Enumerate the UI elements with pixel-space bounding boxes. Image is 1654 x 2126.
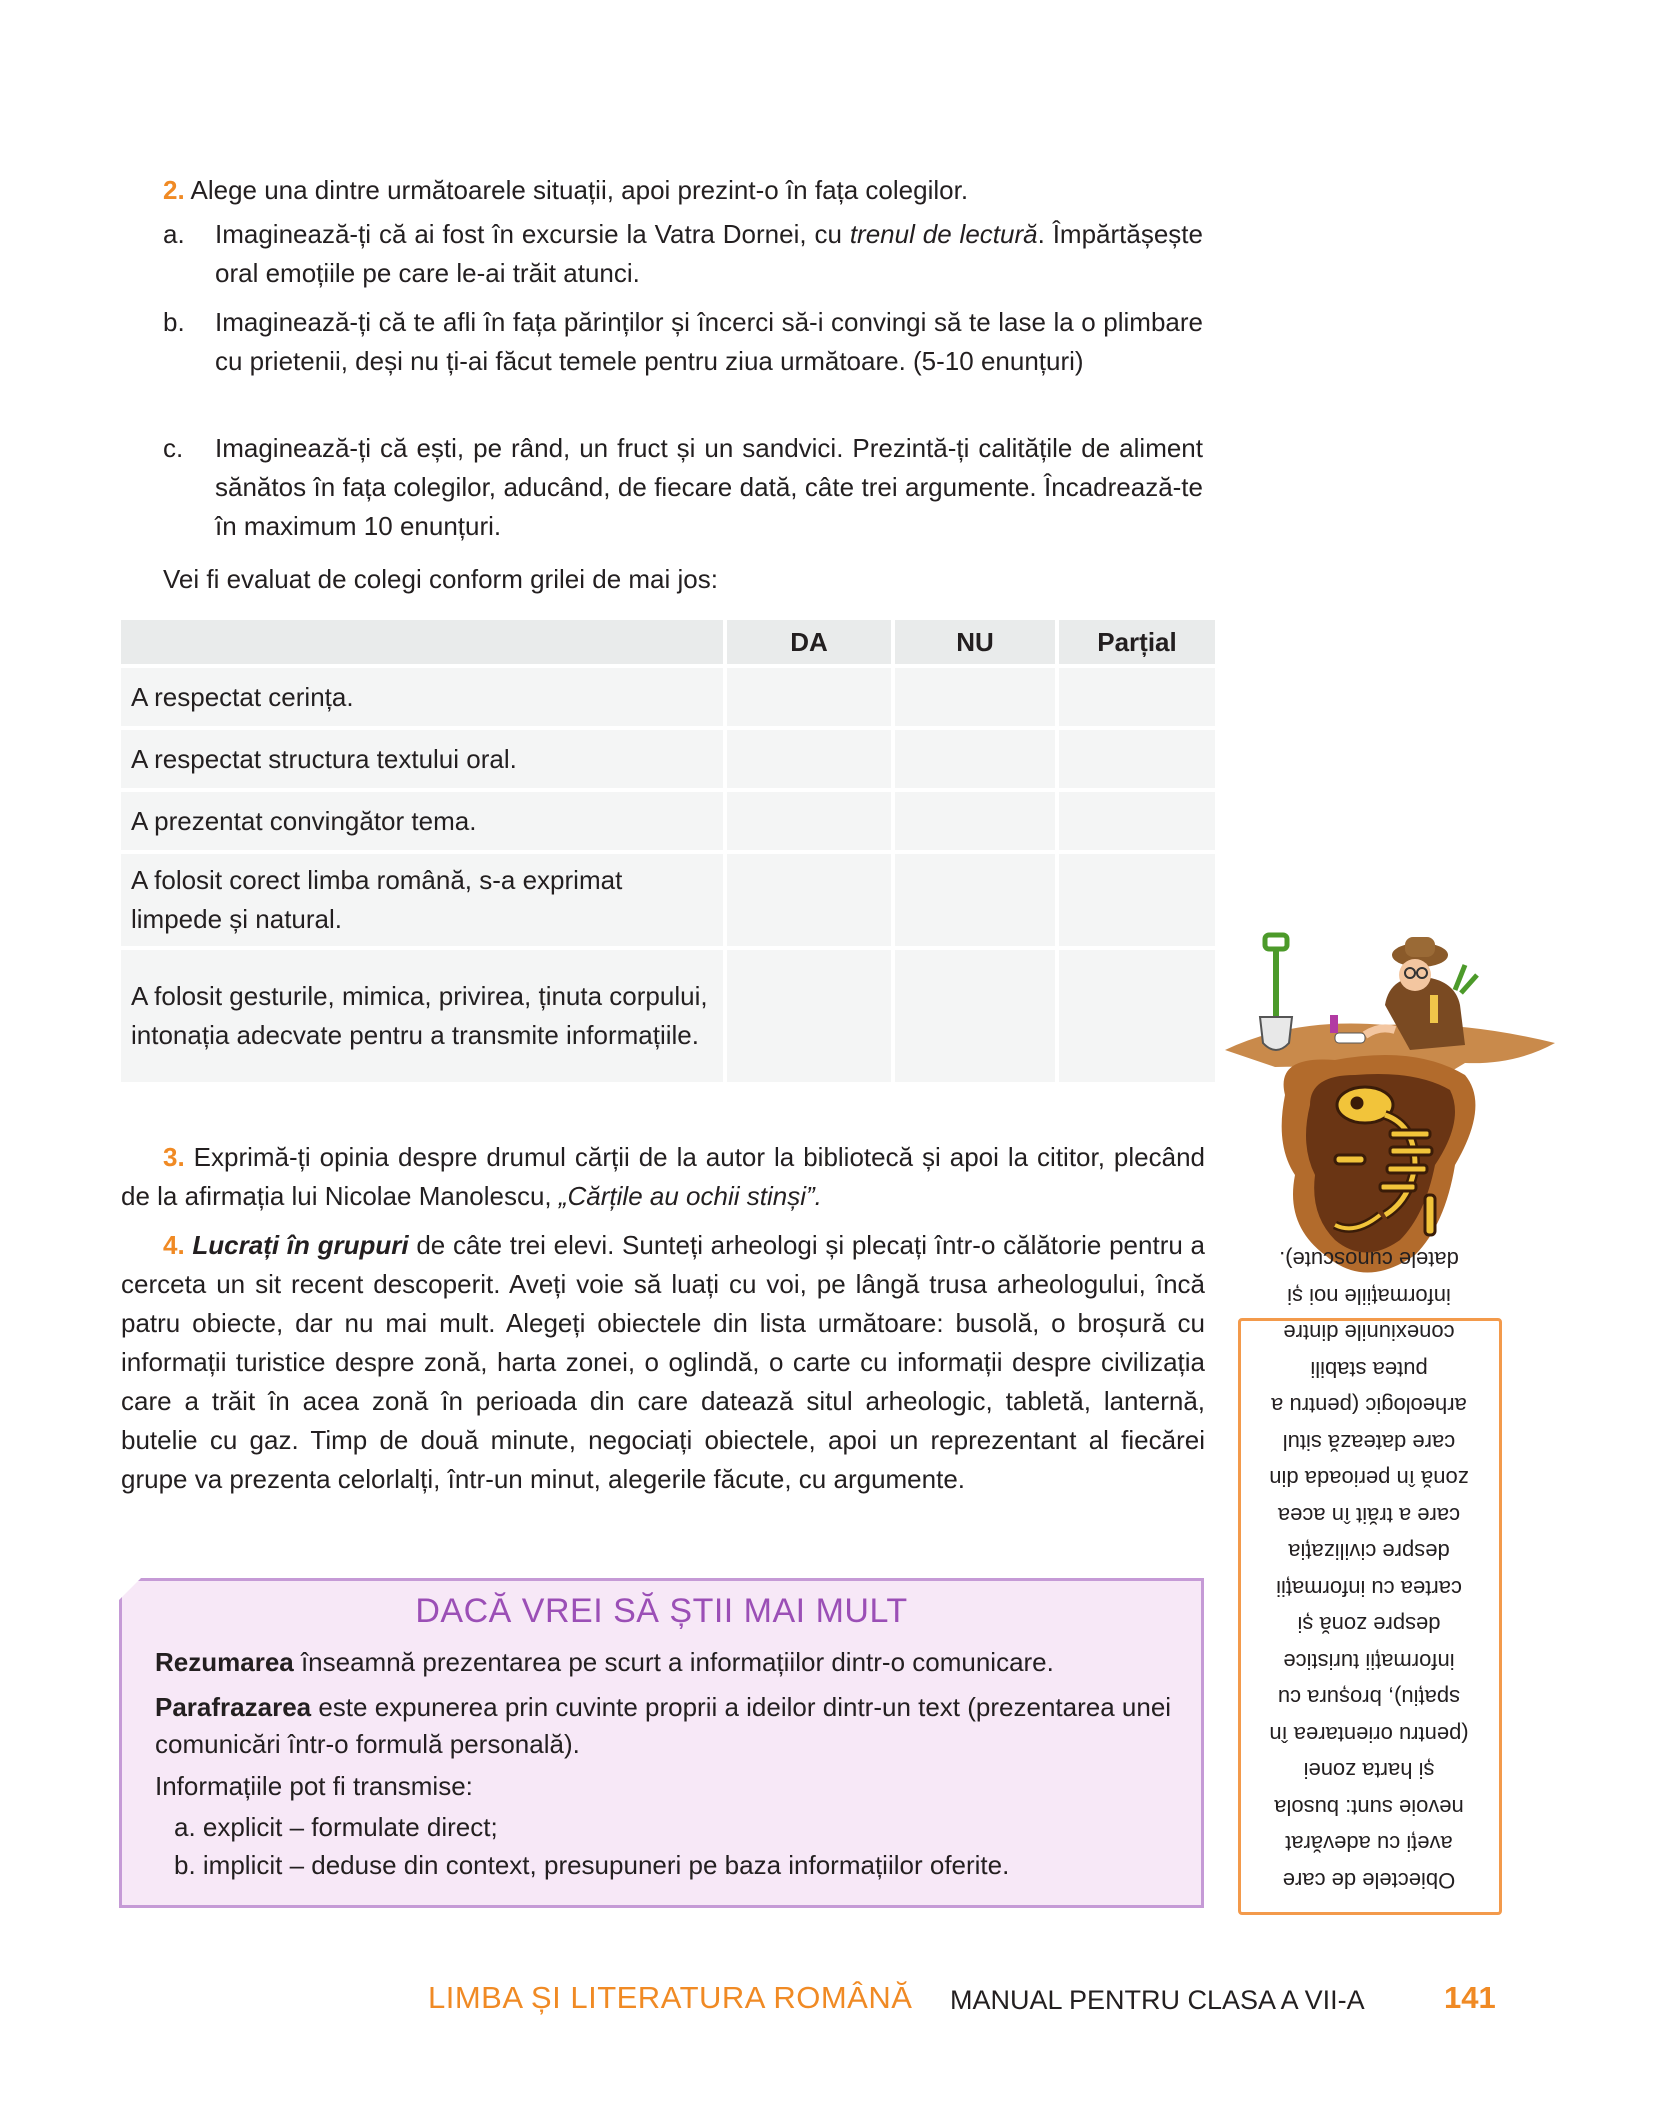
info-implicit: b. implicit – deduse din context, presupuneri pe baza informațiilor oferite. — [174, 1850, 1010, 1880]
partial-cell[interactable] — [1059, 950, 1219, 1086]
exercise-4-text: de câte trei elevi. Sunteți arheologi și plecați într-o călătorie pentru a cerceta un sit recent descoperit. Aveți voie să luați cu voi, pe lângă trusa arheologului, încă patru obiecte, dar nu mai mult. Alegeți obiectele din lista următoare: busolă, o broșură cu informații turistice despre zonă, harta zonei, o oglindă, o carte cu informații despre civilizația care a trăit în acea zonă în perioada din care datează situl arheologic, tabletă, lanternă, butelie cu gaz. Timp de două minute, negociați obiectele, apoi un reprezentant al fiecărei grupe va prezenta celorlalți, într-un minut, alegerile făcute, cu argumente. — [121, 1230, 1205, 1494]
option-b — [163, 303, 1203, 381]
option-b-text: Imaginează-ți că te afli în fața părinților și încerci să-i convingi să te lase la o plimbare cu prietenii, deși nu ți-ai făcut temele pentru ziua următoare. (5-10 enunțuri) — [215, 307, 1203, 376]
info-rezumarea: Rezumarea înseamnă prezentarea pe scurt a informațiilor dintr-o comunicare. — [155, 1647, 1054, 1677]
nu-cell[interactable] — [895, 792, 1059, 854]
table-row — [121, 854, 1219, 950]
grid-intro: Vei fi evaluat de colegi conform grilei de mai jos: — [163, 564, 718, 594]
table-row — [121, 730, 1219, 792]
info-box-title: DACĂ VREI SĂ ȘTII MAI MULT — [415, 1592, 908, 1630]
answer-note — [1238, 1247, 1502, 1915]
nu-cell[interactable] — [895, 730, 1059, 792]
footer-subject: LIMBA ȘI LITERATURA ROMÂNĂ — [428, 1980, 913, 2015]
page-footer — [428, 1978, 1528, 2022]
option-c — [163, 429, 1203, 546]
exercise-4-emphasis: Lucrați în grupuri — [192, 1230, 409, 1260]
da-cell[interactable] — [727, 730, 895, 792]
info-explicit: a. explicit – formulate direct; — [174, 1812, 498, 1842]
table-header-nu: NU — [895, 620, 1059, 668]
table-header-partial: Parțial — [1059, 620, 1219, 668]
page-number: 141 — [1444, 1980, 1496, 2015]
archaeologist-illustration — [1215, 925, 1565, 1295]
option-a-letter: a. — [163, 219, 185, 249]
criterion-cell: A folosit corect limba română, s-a exprimat limpede și natural. — [121, 854, 727, 950]
exercise-3-number: 3. — [163, 1142, 185, 1172]
nu-cell[interactable] — [895, 950, 1059, 1086]
exercise-2-heading — [163, 171, 1203, 210]
criterion-cell: A respectat cerința. — [121, 668, 727, 730]
info-parafrazarea: Parafrazarea este expunerea prin cuvinte proprii a ideilor dintr-un text (prezentarea unei comunicări într-o formulă personală). — [155, 1692, 1172, 1759]
partial-cell[interactable] — [1059, 854, 1219, 950]
option-a — [163, 215, 1203, 293]
criterion-cell: A respectat structura textului oral. — [121, 730, 727, 792]
criterion-cell: A folosit gesturile, mimica, privirea, ținuta corpului, intonația adecvate pentru a transmite informațiile. — [121, 950, 727, 1086]
table-row — [121, 792, 1219, 854]
exercise-2-text: Alege una dintre următoarele situații, apoi prezint-o în fața colegilor. — [190, 175, 969, 205]
evaluation-grid — [121, 620, 1219, 1086]
partial-cell[interactable] — [1059, 730, 1219, 792]
partial-cell[interactable] — [1059, 792, 1219, 854]
exercise-4-number: 4. — [163, 1230, 185, 1260]
footer-manual-title: MANUAL PENTRU CLASA A VII-A — [950, 1985, 1365, 2015]
table-row — [121, 668, 1219, 730]
table-header-criteria — [121, 620, 727, 668]
answer-note-text: Obiectele de care aveți cu adevărat nevoie sunt: busola și harta zonei (pentru orientarea în spațiu), broșura cu informații turistice despre zonă și cartea cu informații despre civilizația care a trăit în acea zonă în perioada din care datează situl arheologic (pentru a putea stabili conexiunile dintre informațiile noi și datele cunoscute). — [1269, 1247, 1469, 1893]
table-row — [121, 950, 1219, 1086]
da-cell[interactable] — [727, 792, 895, 854]
option-a-emphasis: trenul de lectură — [849, 219, 1038, 249]
table-header-row — [121, 620, 1219, 668]
info-box — [119, 1578, 1204, 1908]
option-b-letter: b. — [163, 307, 185, 337]
archaeologist-figure — [1330, 937, 1477, 1050]
option-c-letter: c. — [163, 433, 184, 463]
shovel-icon — [1260, 935, 1292, 1050]
partial-cell[interactable] — [1059, 668, 1219, 730]
da-cell[interactable] — [727, 854, 895, 950]
da-cell[interactable] — [727, 668, 895, 730]
table-header-da: DA — [727, 620, 895, 668]
exercise-3-text: Exprimă-ți opinia despre drumul cărții de la autor la bibliotecă și apoi la cititor, plecând de la afirmația lui Nicolae Manolescu, — [121, 1142, 1205, 1211]
option-a-text: Imaginează-ți că ai fost în excursie la Vatra Dornei, cu trenul de lectură. Împărtășește oral emoțiile pe care le-ai trăit atunci. — [215, 219, 1203, 288]
exercise-2-number: 2. — [163, 175, 185, 205]
nu-cell[interactable] — [895, 668, 1059, 730]
da-cell[interactable] — [727, 950, 895, 1086]
info-transmission: Informațiile pot fi transmise: — [155, 1771, 473, 1801]
exercise-3 — [121, 1138, 1205, 1216]
exercise-3-quote: „Cărțile au ochii stinși”. — [558, 1181, 822, 1211]
criterion-cell: A prezentat convingător tema. — [121, 792, 727, 854]
option-c-text: Imaginează-ți că ești, pe rând, un fruct și un sandvici. Prezintă-ți calitățile de aliment sănătos în fața colegilor, aducând, de fiecare dată, câte trei argumente. Încadrează-te în maximum 10 enunțuri. — [215, 433, 1203, 541]
nu-cell[interactable] — [895, 854, 1059, 950]
exercise-4 — [121, 1226, 1205, 1499]
